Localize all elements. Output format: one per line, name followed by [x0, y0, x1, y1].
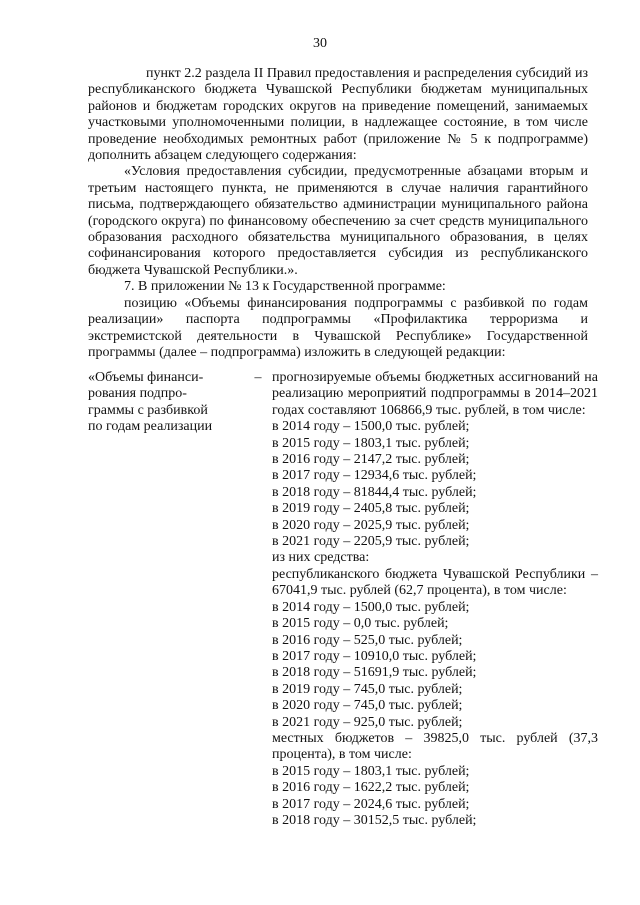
right-line: местных бюджетов – 39825,0 тыс. рублей (37,3 процента), в том числе:	[272, 730, 598, 763]
table-right-cell	[272, 370, 598, 829]
right-line: в 2021 году – 925,0 тыс. рублей;	[272, 714, 463, 730]
right-line: в 2017 году – 12934,6 тыс. рублей;	[272, 468, 477, 484]
right-line: в 2015 году – 1803,1 тыс. рублей;	[272, 763, 470, 779]
right-line: в 2014 году – 1500,0 тыс. рублей;	[272, 599, 470, 615]
right-line: в 2018 году – 51691,9 тыс. рублей;	[272, 665, 477, 681]
paragraph-2: «Условия предоставления субсидии, предусмотренные абзацами вторым и третьим настоящего пункта, не применяются в случае наличия гарантийного письма, подтверждающего обязательство администрации муниципального района (городского округа) по финансовому обеспечению за счет средств муниципального образования расходного обязательства муниципального образования, в целях софинансирования которого предоставляется субсидия из республиканского бюджета Чувашской Республики.».	[88, 164, 588, 278]
right-line: в 2015 году – 1803,1 тыс. рублей;	[272, 435, 470, 451]
right-line: в 2015 году – 0,0 тыс. рублей;	[272, 616, 449, 632]
right-line: в 2017 году – 2024,6 тыс. рублей;	[272, 796, 470, 812]
right-line: в 2019 году – 2405,8 тыс. рублей;	[272, 501, 470, 517]
paragraph-1: пункт 2.2 раздела II Правил предоставления и распределения субсидий из республиканского бюджета Чувашской Республики бюджетам муниципальных районов и бюджетам городских округов на приведение помещений, занимаемых участковыми уполномоченными полиции, в надлежащее состояние, в том числе проведение необходимых ремонтных работ (приложение № 5 к подпрограмме) дополнить абзацем следующего содержания:	[88, 66, 588, 164]
right-line: в 2016 году – 2147,2 тыс. рублей;	[272, 452, 470, 468]
body-text	[88, 66, 588, 361]
table-left-cell	[88, 370, 240, 436]
right-line: в 2017 году – 10910,0 тыс. рублей;	[272, 648, 477, 664]
right-line: в 2016 году – 1622,2 тыс. рублей;	[272, 780, 470, 796]
left-line: граммы с разбивкой	[88, 402, 208, 418]
paragraph-4: позицию «Объемы финансирования подпрограммы с разбивкой по годам реализации» паспорта подпрограммы «Профилактика терроризма и экстремистской деятельности в Чувашской Республике» Государственной программы (далее – подпрограмма) изложить в следующей редакции:	[88, 295, 588, 360]
right-line: в 2020 году – 2025,9 тыс. рублей;	[272, 517, 470, 533]
right-line: из них средства:	[272, 550, 370, 566]
left-line: «Объемы финанси-	[88, 370, 204, 385]
right-line: прогнозируемые объемы бюджетных ассигнований на реализацию мероприятий подпрограммы в 2014–2021 годах составляют 106866,9 тыс. рублей, в том числе:	[272, 370, 598, 418]
right-line: в 2020 году – 745,0 тыс. рублей;	[272, 698, 463, 714]
right-line: в 2016 году – 525,0 тыс. рублей;	[272, 632, 463, 648]
right-line: в 2018 году – 81844,4 тыс. рублей;	[272, 484, 477, 500]
table-dash: –	[254, 370, 262, 385]
right-line: в 2021 году – 2205,9 тыс. рублей;	[272, 534, 470, 550]
left-line: по годам реализации	[88, 419, 213, 435]
right-line: в 2019 году – 745,0 тыс. рублей;	[272, 681, 463, 697]
paragraph-3: 7. В приложении № 13 к Государственной программе:	[124, 279, 446, 295]
page-number: 30	[313, 36, 327, 51]
right-line: республиканского бюджета Чувашской Республики – 67041,9 тыс. рублей (62,7 процента), в том числе:	[272, 566, 598, 599]
right-line: в 2014 году – 1500,0 тыс. рублей;	[272, 419, 470, 435]
left-line: рования подпро-	[88, 386, 187, 402]
right-line: в 2018 году – 30152,5 тыс. рублей;	[272, 812, 477, 828]
